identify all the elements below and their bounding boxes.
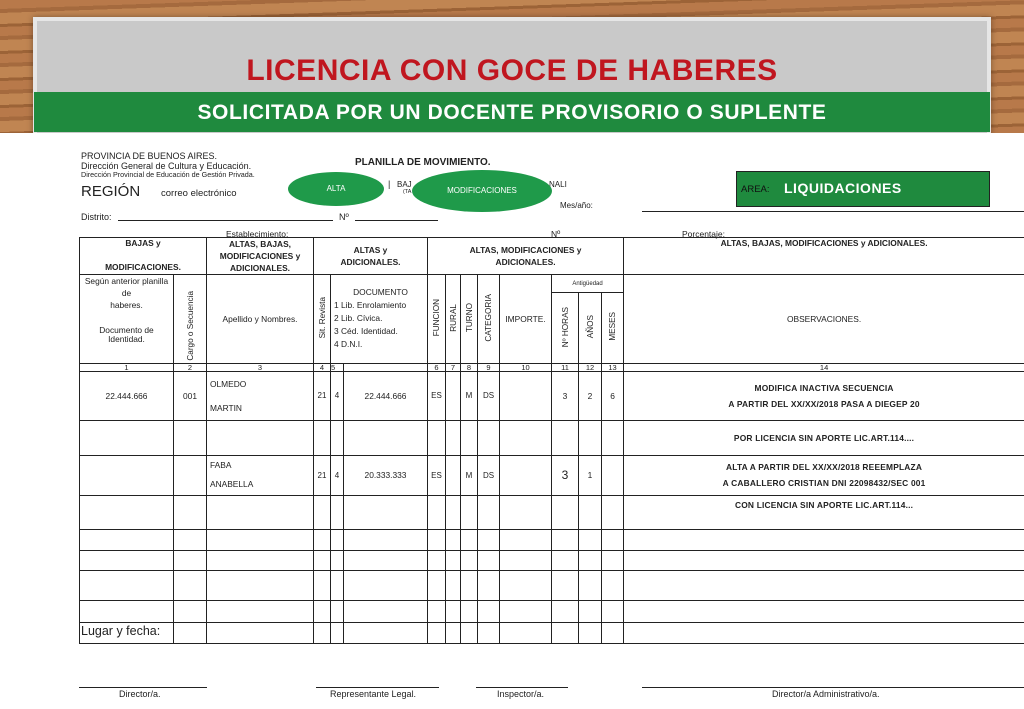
movement-table (79, 237, 1024, 644)
table-row (80, 495, 1024, 529)
col-sit-revista: Sit. Revista (314, 275, 331, 364)
col-cargo: Cargo o Secuencia (174, 275, 207, 364)
col-importe: IMPORTE. (500, 275, 552, 364)
lugar-fecha-label: Lugar y fecha: (81, 624, 161, 638)
col-observaciones: OBSERVACIONES. (624, 275, 1024, 364)
form-title: PLANILLA DE MOVIMIENTO. (355, 157, 491, 168)
partial-text-bajas: BAJ (397, 180, 412, 189)
mes-anio-label: Mes/año: (560, 201, 593, 210)
header-line-direccion: Dirección General de Cultura y Educación. (81, 161, 252, 171)
table-row (80, 622, 1024, 643)
col-anios: AÑOS (579, 293, 602, 364)
col-documento: DOCUMENTO 1 Lib. Enrolamiento 2 Lib. Cívica. 3 Céd. Identidad. 4 D.N.I. (331, 275, 428, 364)
row1-observaciones-2: POR LICENCIA SIN APORTE LIC.ART.114.... (624, 420, 1024, 455)
col-horas: Nº HORAS (552, 293, 579, 364)
signature-line-inspector (476, 687, 568, 688)
distrito-line (118, 220, 333, 221)
header-altas-bajas: ALTAS, BAJAS, MODIFICACIONES y ADICIONALES. (207, 238, 314, 275)
row1-docnum: 22.444.666 (344, 371, 428, 420)
row2-observaciones: ALTA A PARTIR DEL XX/XX/2018 REEEMPLAZA A CABALLERO CRISTIAN DNI 22098432/SEC 001 (624, 455, 1024, 495)
oval-alta: ALTA (288, 172, 384, 206)
col-segun: Según anterior planilla de haberes. Documento de Identidad. (80, 275, 174, 364)
signature-inspector: Inspector/a. (497, 689, 545, 699)
row2-docnum: 20.333.333 (344, 455, 428, 495)
header-line-province: PROVINCIA DE BUENOS AIRES. (81, 151, 218, 161)
partial-text-right: NALI (549, 180, 567, 189)
col-funcion: FUNCION (428, 275, 446, 364)
table-row: 22.444.666 001 OLMEDO MARTIN 21 4 22.444.666 ES M DS 3 2 6 MODIFICA INACTIVA SECUENCIA A PARTIR DEL XX/XX/2018 PASA A DIEGEP 20 (80, 371, 1024, 420)
row1-name: OLMEDO MARTIN (207, 371, 314, 420)
col-antiguedad: Antigüedad (552, 275, 624, 293)
header-bajas: BAJAS y MODIFICACIONES. (80, 238, 207, 275)
signature-line-director (79, 687, 207, 688)
table-row (80, 600, 1024, 622)
table-row: FABA ANABELLA 21 4 20.333.333 ES M DS 3 1 ALTA A PARTIR DEL XX/XX/2018 REEEMPLAZA A CABALLERO CRISTIAN DNI 22098432/SEC 001 (80, 455, 1024, 495)
row2-observaciones-2: CON LICENCIA SIN APORTE LIC.ART.114... (624, 495, 1024, 529)
col-apellido: Apellido y Nombres. (207, 275, 314, 364)
table-row (80, 420, 1024, 455)
row1-cargo: 001 (174, 371, 207, 420)
numero-line (355, 220, 438, 221)
header-todos: ALTAS, BAJAS, MODIFICACIONES y ADICIONALES. (624, 238, 1024, 275)
table-row (80, 550, 1024, 570)
col-turno: TURNO (461, 275, 478, 364)
area-value: LIQUIDACIONES (784, 180, 902, 196)
signature-line-director-admin (642, 687, 1024, 688)
header-line-provincial: Dirección Provincial de Educación de Gestión Privada. (81, 170, 255, 179)
area-box (736, 171, 990, 207)
area-label: AREA: (741, 184, 770, 195)
table-row (80, 570, 1024, 600)
column-numbers-row: 1 2 3 4 5 6 7 8 9 10 11 12 13 14 (80, 363, 1024, 371)
slide-title: LICENCIA CON GOCE DE HABERES (246, 54, 778, 87)
oval-modificaciones: MODIFICACIONES (412, 170, 552, 212)
signature-line-representante (316, 687, 439, 688)
porcentaje-label: Porcentaje: (682, 229, 725, 239)
col-meses: MESES (602, 293, 624, 364)
row2-name: FABA ANABELLA (207, 455, 314, 495)
signature-representante: Representante Legal. (330, 689, 417, 699)
col-rural: RURAL (446, 275, 461, 364)
header-altas-adicionales: ALTAS y ADICIONALES. (314, 238, 428, 275)
numero-label: Nº (339, 212, 349, 222)
numero2-label: Nº (551, 229, 561, 239)
header-altas-modificaciones: ALTAS, MODIFICACIONES y ADICIONALES. (428, 238, 624, 275)
email-label: correo electrónico (161, 188, 237, 199)
signature-director: Director/a. (119, 689, 161, 699)
region-label: REGIÓN (81, 183, 141, 200)
col-categoria: CATEGORIA (478, 275, 500, 364)
slide-subtitle-banner: SOLICITADA POR UN DOCENTE PROVISORIO O SUPLENTE (34, 92, 990, 132)
row1-doc: 22.444.666 (80, 371, 174, 420)
row1-observaciones: MODIFICA INACTIVA SECUENCIA A PARTIR DEL XX/XX/2018 PASA A DIEGEP 20 (624, 371, 1024, 420)
table-row (80, 529, 1024, 550)
partial-text-small: (TA (403, 189, 412, 195)
establecimiento-label: Establecimiento: (226, 229, 289, 239)
distrito-label: Distrito: (81, 212, 112, 222)
signature-director-admin: Director/a Administrativo/a. (772, 689, 880, 699)
